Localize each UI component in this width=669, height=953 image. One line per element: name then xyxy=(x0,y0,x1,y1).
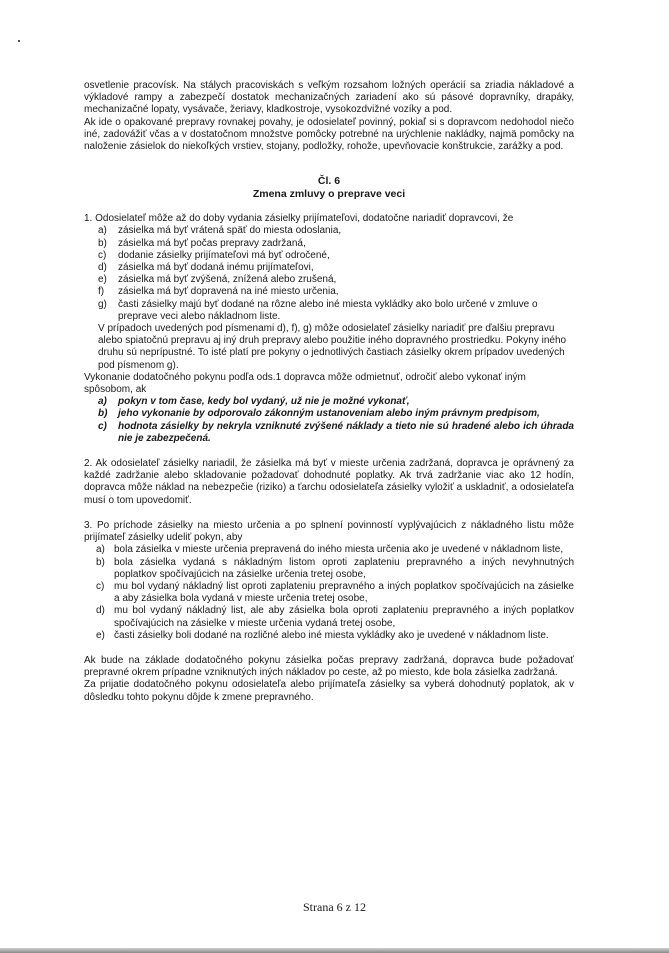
list-label: g) xyxy=(98,298,107,310)
article-title: Zmena zmluvy o preprave veci xyxy=(252,188,406,201)
page-number: Strana 6 z 12 xyxy=(303,900,366,914)
list-item xyxy=(84,225,574,237)
list-text: mu bol vydaný nákladný list, ale aby zásielka bola oproti zaplateniu prepravného a iných poplatkov spočívajúcich na zásielke v mieste určenia vydaná tretej osobe, xyxy=(114,605,574,629)
scan-edge-shadow xyxy=(0,948,669,953)
list-label: c) xyxy=(96,580,105,592)
section-1-lead: 1. Odosielateľ môže až do doby vydania zásielky prijímateľovi, dodatočne nariadiť dopravcovi, že xyxy=(84,213,514,225)
list-text: časti zásielky boli dodané na rozličné alebo iné miesta vykládky ako je uvedené v nákladnom liste. xyxy=(114,629,549,641)
list-label: a) xyxy=(98,396,107,408)
list-label: b) xyxy=(96,556,105,568)
list-item xyxy=(84,262,574,274)
section-1-note: V prípadoch uvedených pod písmenami d), f), g) môže odosielateľ zásielky nariadiť pre ďalšiu prepravu alebo spiatočnú prepravu aj iný druh prepravy alebo použitie iného dopravného prostriedku. Pokyny iného druhu sú neprípustné. To isté platí pre pokyny o jednotlivých častiach zásielky okrem prípadov uvedených pod písmenom g). xyxy=(98,323,567,371)
scan-speck xyxy=(18,40,20,42)
intro-paragraph-2: Ak ide o opakované prepravy rovnakej povahy, je odosielateľ povinný, pokiaľ si s dopravcom nedohodol niečo iné, zadovážiť včas a v dostatočnom množstve pomôcky potrebné na urýchlenie nakládky, najmä pomôcky na naloženie zásielok do niekoľkých vrstiev, stojany, podložky, rohože, upevňovacie konštrukcie, zarážky a pod. xyxy=(84,116,574,153)
article-number: Čl. 6 xyxy=(317,175,341,188)
list-label: b) xyxy=(98,408,108,420)
list-item xyxy=(84,299,574,323)
section-1-exec: Vykonanie dodatočného pokynu podľa ods.1 dopravca môže odmietnuť, odročiť alebo vykonať iným spôsobom, ak xyxy=(84,371,526,396)
list-text: dodanie zásielky prijímateľovi má byť odročené, xyxy=(118,249,330,261)
list-item xyxy=(84,605,574,629)
list-label: f) xyxy=(98,286,105,298)
list-label: e) xyxy=(98,274,107,286)
list-label: d) xyxy=(98,262,107,274)
list-item xyxy=(84,274,574,286)
list-item xyxy=(84,238,574,250)
list-label: c) xyxy=(98,420,107,432)
section-3 xyxy=(84,520,574,642)
article-heading xyxy=(84,175,574,201)
closing-paragraph-1: Ak bude na základe dodatočného pokynu zásielka počas prepravy zadržaná, dopravca bude požadovať prepravné okrem prípadne vzniknutých iných nákladov po ceste, až po miesto, kde bola zásielka zadržaná. xyxy=(84,654,574,679)
list-text: zásielka má byť počas prepravy zadržaná, xyxy=(118,237,306,249)
list-text: bola zásielka v mieste určenia prepravená do iného miesta určenia ako je uvedené v nákladnom liste, xyxy=(114,544,564,556)
condition-text: pokyn v tom čase, kedy bol vydaný, už nie je možné vykonať, xyxy=(118,396,410,408)
list-text: zásielka má byť dodaná inému prijímateľovi, xyxy=(118,262,314,274)
list-item xyxy=(84,557,574,581)
section-1 xyxy=(84,213,574,445)
condition-item xyxy=(84,408,574,420)
list-text: zásielka má byť vrátená späť do miesta odoslania, xyxy=(118,225,342,237)
list-item xyxy=(84,581,574,605)
list-text: časti zásielky majú byť dodané na rôzne alebo iné miesta vykládky ako bolo určené v zmluve o preprave veci alebo nákladnom liste. xyxy=(118,298,538,322)
intro-paragraph-1: osvetlenie pracovísk. Na stálych pracoviskách s veľkým rozsahom ložných operácií sa zriadia nákladové a výkladové rampy a zabezpečí dostatok mechanizačných zariadení ako sú pásové dopravníky, drapáky, mechanizačné lopaty, vysávače, žeriavy, kladkostroje, vysokozdvižné vozíky a pod. xyxy=(84,80,574,116)
list-text: zásielka má byť dopravená na iné miesto určenia, xyxy=(118,286,339,298)
list-text: mu bol vydaný nákladný list oproti zaplateniu prepravného a iných poplatkov spočívajúcich na zásielke a aby zásielka bola vydaná v mieste určenia tretej osobe, xyxy=(114,580,574,605)
condition-text: jeho vykonanie by odporovalo zákonným ustanoveniam alebo iným právnym predpisom, xyxy=(118,408,540,420)
list-item xyxy=(84,630,574,642)
list-text: zásielka má byť zvýšená, znížená alebo zrušená, xyxy=(118,274,337,286)
condition-item xyxy=(84,421,574,445)
list-label: d) xyxy=(96,605,105,617)
section-2: 2. Ak odosielateľ zásielky nariadil, že zásielka má byť v mieste určenia zadržaná, dopravca je oprávnený za každé zadržanie alebo skladovanie požadovať dohodnuté poplatky. Ak trvá zadržanie viac ako 12 hodín, dopravca môže náklad na nebezpečie (riziko) a ťarchu odosielateľa zásielky vyložiť a uskladniť, a odosielateľa musí o tom upovedomiť. xyxy=(84,458,574,506)
list-label: c) xyxy=(98,249,107,261)
closing-paragraph-2: Za prijatie dodatočného pokynu odosielateľa alebo prijímateľa zásielky sa vyberá dohodnutý poplatok, ak v dôsledku tohto pokynu dôjde k zmene prepravného. xyxy=(84,679,574,703)
list-label: e) xyxy=(96,629,105,641)
list-item xyxy=(84,250,574,262)
condition-text: hodnota zásielky by nekryla vzniknuté zvýšené náklady a tieto nie sú hradené alebo ich úhrada nie je zabezpečená. xyxy=(118,420,574,444)
list-item xyxy=(84,544,574,556)
page-body xyxy=(84,80,574,704)
list-label: a) xyxy=(96,544,105,556)
list-label: a) xyxy=(98,225,107,237)
list-label: b) xyxy=(98,237,107,249)
section-3-lead: 3. Po príchode zásielky na miesto určenia a po splnení povinností vyplývajúcich z nákladného listu môže prijímateľ zásielky udeliť pokyn, aby xyxy=(84,519,574,544)
condition-item xyxy=(84,396,574,408)
list-item xyxy=(84,286,574,298)
list-text: bola zásielka vydaná s nákladným listom oproti zaplateniu prepravného a iných nevyhnutných poplatkov spočívajúcich na zásielke určenia tretej osobe, xyxy=(114,556,574,580)
